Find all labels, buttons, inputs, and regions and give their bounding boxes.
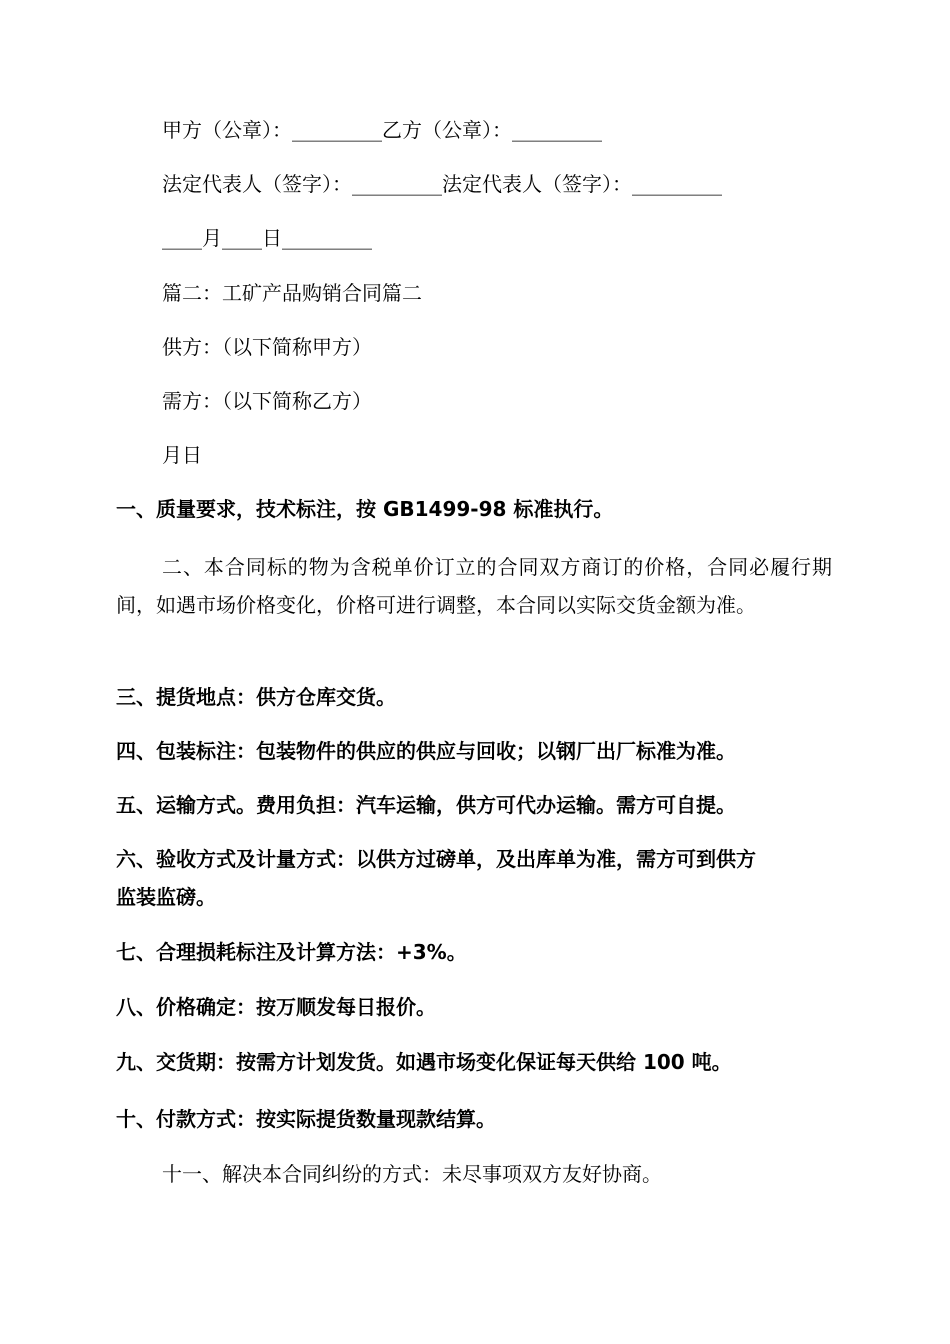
clause-7-loss: 七、合理损耗标注及计算方法：+3%。: [116, 940, 467, 964]
signature-line-date: ____月____日_________: [162, 226, 372, 250]
clause-8-pricing: 八、价格确定：按万顺发每日报价。: [116, 995, 436, 1019]
clause-5-transport: 五、运输方式。费用负担：汽车运输，供方可代办运输。需方可自提。: [116, 793, 736, 817]
clause-2-price: 二、本合同标的物为含税单价订立的合同双方商订的价格，合同必履行期间，如遇市场价格变化，价格可进行调整，本合同以实际交货金额为准。: [116, 555, 832, 617]
buyer-line: 需方：（以下简称乙方）: [162, 389, 372, 413]
date-line: 月日: [162, 443, 202, 467]
clause-6-inspection: 六、验收方式及计量方式：以供方过磅单，及出库单为准，需方可到供方: [116, 847, 756, 871]
signature-line-party-seals: 甲方（公章）：_________乙方（公章）：_________: [162, 118, 602, 142]
clause-9-delivery: 九、交货期：按需方计划发货。如遇市场变化保证每天供给 100 吨。: [116, 1050, 732, 1074]
clause-1-quality: 一、质量要求，技术标注，按 GB1499-98 标准执行。: [116, 497, 614, 521]
clause-10-payment: 十、付款方式：按实际提货数量现款结算。: [116, 1107, 496, 1131]
clause-6-inspection-continued: 监装监磅。: [116, 885, 216, 909]
supplier-line: 供方：（以下简称甲方）: [162, 335, 372, 359]
clause-3-pickup-location: 三、提货地点：供方仓库交货。: [116, 685, 396, 709]
clause-11-dispute: 十一、解决本合同纠纷的方式：未尽事项双方友好协商。: [162, 1162, 662, 1186]
section-title: 篇二：工矿产品购销合同篇二: [162, 281, 422, 305]
signature-line-legal-representatives: 法定代表人（签字）：_________法定代表人（签字）：_________: [162, 172, 722, 196]
clause-4-packaging: 四、包装标注：包装物件的供应的供应与回收；以钢厂出厂标准为准。: [116, 739, 736, 763]
